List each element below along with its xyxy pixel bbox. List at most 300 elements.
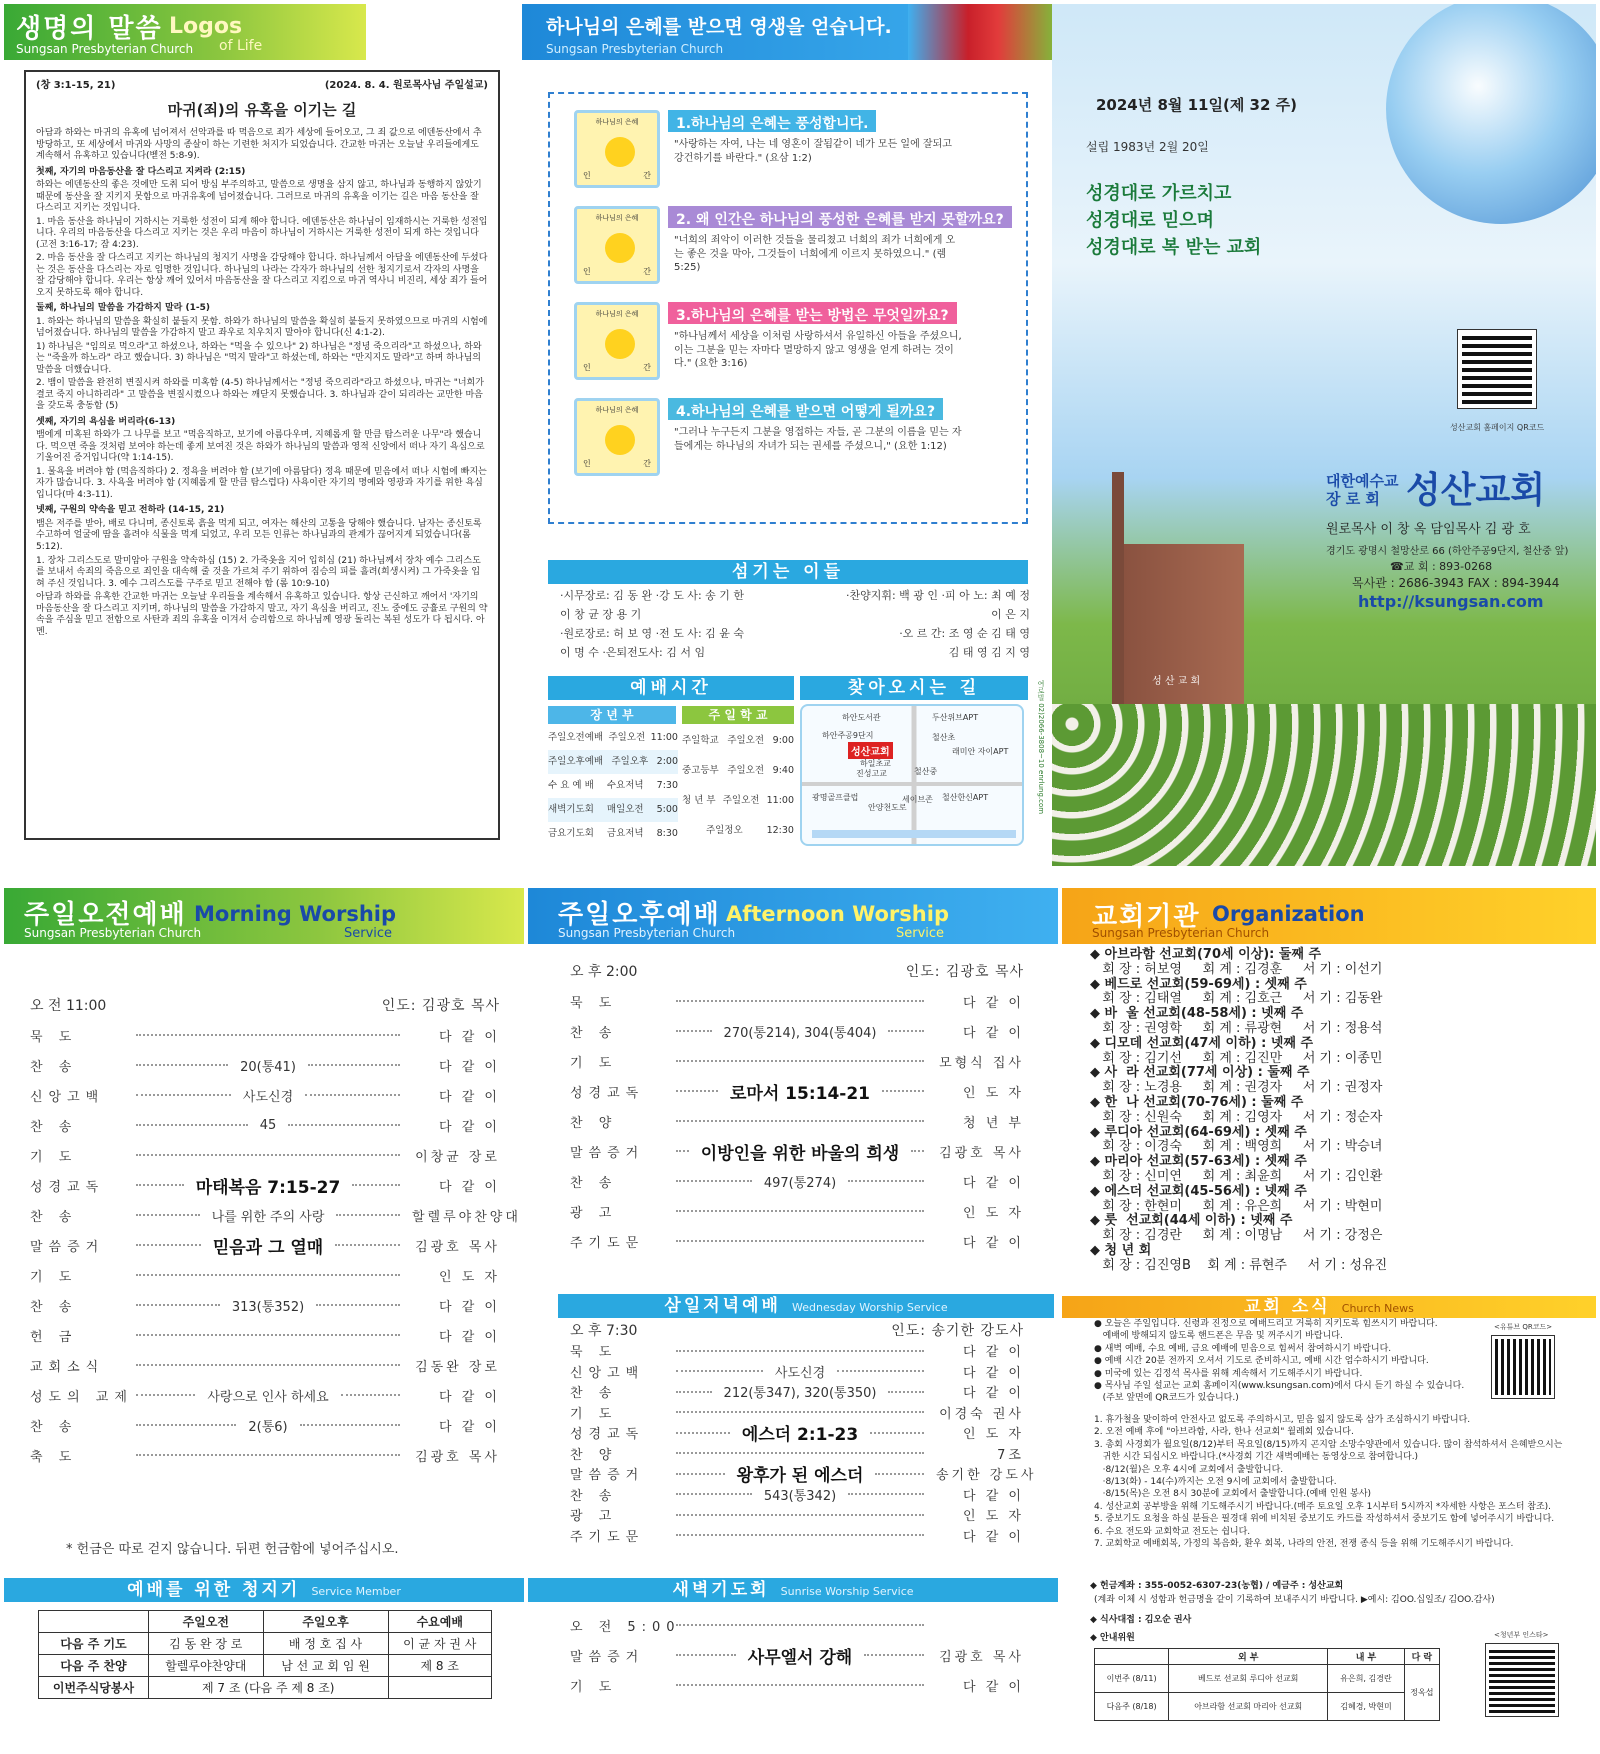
sermon-box xyxy=(24,70,500,840)
leader-dots xyxy=(837,1370,924,1372)
order-middle xyxy=(670,1684,936,1686)
order-label: 찬 송 xyxy=(570,1175,618,1191)
order-content: 270(통214), 304(통404) xyxy=(723,1025,877,1041)
order-row xyxy=(570,1046,1024,1076)
order-responsible: 김광호 목사 xyxy=(939,1649,1024,1665)
order-label: 말씀증거 xyxy=(570,1649,645,1665)
order-middle xyxy=(670,1120,936,1122)
sermon-paragraph: 1. 장차 그리스도로 말미암아 구원을 약속하심 (15) 2. 가죽옷을 지어 입히심 (21) 하나님께서 장차 예수 그리스도를 보내서 속죄의 죽음으로 죄인을 대속해 줄 것을 가르쳐 주기 위하여 짐승의 피를 흘려(희생시켜) 그 가죽옷을 입혀 주신 것입니다. 3. 예수 그리스도를 구주로 믿고 전해야 함 (롬 10:9-10) xyxy=(36,555,481,589)
order-responsible: 인 도 자 xyxy=(963,1085,1024,1101)
order-header-row xyxy=(570,1320,1024,1341)
order-middle xyxy=(670,1079,936,1104)
church-building xyxy=(1112,472,1124,712)
order-middle xyxy=(130,1296,412,1315)
order-middle xyxy=(670,1000,936,1002)
sermon-paragraph: 하와는 에덴동산의 좋은 것에만 도취 되어 방심 부주의하고, 말씀으로 생명을 삼지 않고, 하나님과 동행하지 않았기 때문에 동산을 잘 지키지 못함으로 마귀유혹에 넘어졌습니다. 그러므로 마귀의 유혹을 이기는 길은 마음 동산을 잘 다스리고 지키는 것입니다. xyxy=(36,180,482,214)
leader-dots xyxy=(136,1184,184,1186)
order-middle xyxy=(670,1382,936,1401)
leader-dots xyxy=(676,1473,725,1475)
person-icon xyxy=(605,329,635,359)
time-cell: 11:00 xyxy=(766,795,794,806)
leader-dots xyxy=(136,1454,400,1456)
banner-title: 하나님의 은혜를 받으면 영생을 얻습니다. xyxy=(546,16,892,38)
dawn-order xyxy=(570,1610,1024,1720)
order-label: 찬 양 xyxy=(570,1115,618,1131)
order-content: 20(통41) xyxy=(240,1059,296,1075)
news-bullets xyxy=(1094,1318,1474,1405)
order-responsible: 다 같 이 xyxy=(963,1679,1024,1695)
order-row xyxy=(570,1382,1024,1403)
helpers-cell: 이 균 자 권 사 xyxy=(388,1633,492,1655)
leader-dots xyxy=(676,1452,924,1454)
leader-dots xyxy=(136,1364,400,1366)
helpers-row-label: 이번주식당봉사 xyxy=(39,1677,149,1699)
helpers-col-header: 주일오전 xyxy=(149,1611,264,1633)
afternoon-en: Afternoon Worship xyxy=(726,902,949,926)
logos-sub: of Life xyxy=(219,38,263,54)
time-cell: 주일학교 xyxy=(682,735,719,746)
manse-phone: 목사관 : 2686-3943 FAX : 894-3944 xyxy=(1352,576,1560,590)
grace-step xyxy=(574,110,952,188)
times-bar: 예배시간 xyxy=(548,676,794,700)
org-list xyxy=(1090,948,1590,1278)
cover-date: 2024년 8월 11일(제 32 주) xyxy=(1096,96,1297,114)
order-row xyxy=(30,1380,500,1410)
grace-icon-right: 간 xyxy=(643,459,651,468)
map-bar: 찾아오시는 길 xyxy=(800,676,1028,700)
time-cell: 주일오전 xyxy=(727,765,765,776)
denom-line2: 장 로 회 xyxy=(1326,490,1380,508)
org-church: Sungsan Presbyterian Church xyxy=(1092,926,1270,940)
org-group: ◆ 베드로 선교회(59-69세) : 셋째 주 xyxy=(1090,976,1307,992)
leader-dots xyxy=(888,1030,924,1032)
org-group: ◆ 한 나 선교회(70-76세) : 둘째 주 xyxy=(1090,1094,1304,1110)
order-row xyxy=(30,1170,500,1200)
guide-col-header: 내 부 xyxy=(1328,1649,1404,1665)
org-group: ◆ 바 울 선교회(48-58세) : 넷째 주 xyxy=(1090,1006,1304,1022)
news-items xyxy=(1094,1414,1594,1550)
server-line: 김 태 영 김 지 영 xyxy=(948,646,1030,659)
map-label: 안양천도로 xyxy=(868,803,907,812)
order-row xyxy=(30,1290,500,1320)
leader-dots xyxy=(341,1394,400,1396)
order-responsible: 다 같 이 xyxy=(963,1529,1024,1545)
guide-cell: 베드로 선교회 루디아 선교회 xyxy=(1169,1665,1328,1693)
time-cell: 주일오후 xyxy=(611,756,649,767)
time-cell: 8:30 xyxy=(656,828,678,839)
order-row xyxy=(570,1484,1024,1505)
grace-steps-box xyxy=(548,92,1028,524)
org-group: ◆ 룻 선교회(44세 이하) : 넷째 주 xyxy=(1090,1213,1293,1229)
org-group: ◆ 디모데 선교회(47세 이하) : 넷째 주 xyxy=(1090,1035,1314,1051)
org-officers: 회 장 : 이경숙 회 계 : 백영희 서 기 : 박승녀 xyxy=(1090,1139,1383,1155)
time-row xyxy=(548,774,678,798)
order-content: 497(통274) xyxy=(763,1175,837,1191)
server-line: 이 창 균 장 용 기 xyxy=(560,608,642,621)
leader-dots xyxy=(676,1684,924,1686)
order-row xyxy=(30,1050,500,1080)
order-responsible: 다 같 이 xyxy=(439,1089,500,1105)
order-label: 기 도 xyxy=(570,1055,618,1071)
sermon-paragraph: 1. 하와는 하나님의 말씀을 확실히 붙들지 못함. 하와가 하나님의 말씀을 확실히 붙들지 못하였으므로 마귀의 시험에 넘어졌습니다. 하나님의 말씀을 가감하지 말고 좌우로 치우치지 말아야 합니다(신 4:1-2). xyxy=(36,316,488,339)
guide-col-header: 외 부 xyxy=(1169,1649,1328,1665)
grace-step-text: "그러나 누구든지 그분을 영접하는 자들, 곧 그분의 이름을 믿는 자들에게는 하나님의 자녀가 되는 권세를 주셨으니," (요한 1:12) xyxy=(674,427,962,452)
order-middle xyxy=(670,1060,936,1062)
order-row xyxy=(30,1350,500,1380)
order-middle xyxy=(130,1173,412,1198)
grace-step xyxy=(574,302,962,380)
order-row xyxy=(30,1260,500,1290)
grace-step xyxy=(574,398,962,476)
order-responsible: 김광호 목사 xyxy=(939,1145,1024,1161)
leader-dots xyxy=(676,1411,924,1413)
order-middle xyxy=(130,1334,412,1336)
order-row xyxy=(570,1226,1024,1256)
order-label: 광 고 xyxy=(570,1509,618,1525)
logos-church: Sungsan Presbyterian Church xyxy=(16,42,194,56)
order-leader: 인도: 김광호 목사 xyxy=(381,998,500,1014)
order-content: 313(통352) xyxy=(231,1299,305,1315)
order-middle xyxy=(130,1118,412,1133)
order-responsible: 다 같 이 xyxy=(963,1365,1024,1381)
order-middle xyxy=(130,1086,412,1105)
server-line: ·오 르 간: 조 영 순 김 태 영 xyxy=(899,627,1030,640)
map-label: 하안주공9단지 xyxy=(822,731,874,740)
order-row xyxy=(570,1196,1024,1226)
helpers-cell: 남 선 교 회 임 원 xyxy=(263,1655,388,1677)
order-responsible: 다 같 이 xyxy=(963,1488,1024,1504)
sermon-section-heading: 첫째, 자기의 마음동산을 잘 다스리고 지켜라 (2:15) xyxy=(36,166,246,177)
instagram-qr-code xyxy=(1486,1644,1558,1716)
youtube-qr-caption: <유튜브 QR코드> xyxy=(1494,1323,1553,1331)
order-time: 오 후 2:00 xyxy=(570,964,638,980)
order-label: 성도의 교제 xyxy=(30,1389,133,1405)
leader-dots xyxy=(676,1370,763,1372)
leader-dots xyxy=(888,1391,924,1393)
order-middle xyxy=(670,1452,936,1454)
sermon-section-heading: 둘째, 하나님의 말씀을 가감하지 말라 (1-5) xyxy=(36,303,210,314)
tulip-image xyxy=(908,4,1058,60)
org-officers: 회 장 : 김기선 회 계 : 김진만 서 기 : 이종민 xyxy=(1090,1050,1383,1066)
order-label: 묵 도 xyxy=(570,995,618,1011)
pastors: 원로목사 이 창 옥 담임목사 김 광 호 xyxy=(1326,522,1531,537)
order-responsible: 7조 xyxy=(997,1447,1024,1463)
news-item: ·8/12(월)은 오후 4시에 교회에서 출발합니다. xyxy=(1094,1464,1284,1475)
news-item: 5. 중보기도 요청을 하실 분들은 필경대 위에 비치된 중보기도 카드를 작성하셔서 중보기도 함에 넣어주시기 바랍니다. xyxy=(1094,1514,1555,1525)
org-officers: 회 장 : 허보영 회 계 : 김경훈 서 기 : 이선기 xyxy=(1090,961,1383,977)
motto-line: 성경대로 가르치고 xyxy=(1086,183,1232,204)
helpers-cell: 제 7 조 (다음 주 제 8 조) xyxy=(149,1677,389,1699)
news-item: 6. 수요 전도와 교회학교 전도는 쉽니다. xyxy=(1094,1526,1251,1537)
time-cell: 7:30 xyxy=(656,780,678,791)
leader-dots xyxy=(870,1432,924,1434)
church-name: 성산교회 xyxy=(1406,470,1546,511)
order-label: 찬 송 xyxy=(30,1119,78,1135)
map-label: 세이브존 xyxy=(902,795,933,804)
grace-step xyxy=(574,206,1004,284)
order-time: 오 후 7:30 xyxy=(570,1323,638,1340)
leader-dots xyxy=(676,1180,752,1182)
leader-dots xyxy=(335,1244,400,1246)
order-responsible: 청 년 부 xyxy=(963,1115,1024,1131)
cover-panel xyxy=(1052,4,1596,866)
org-en: Organization xyxy=(1212,902,1365,926)
order-label: 신앙고백 xyxy=(30,1089,105,1105)
order-middle xyxy=(670,1461,936,1486)
org-group: ◆ 에스더 선교회(45-56세) : 넷째 주 xyxy=(1090,1183,1307,1199)
order-responsible: 김동완 장로 xyxy=(415,1359,500,1375)
order-middle xyxy=(130,1416,412,1435)
order-responsible: 이경숙 권사 xyxy=(939,1406,1024,1422)
map-label: 광명골프클럽 xyxy=(812,793,859,802)
order-content: 로마서 15:14-21 xyxy=(730,1083,871,1104)
map-label: 철산중 xyxy=(914,767,938,776)
order-content: 사무엘서 강해 xyxy=(747,1647,853,1668)
afternoon-en2: Service xyxy=(896,926,945,941)
order-content: 사도신경 xyxy=(774,1365,826,1381)
map-side-text: 여로빌 02)2066-3808~10 enrlung.com xyxy=(1037,680,1045,815)
order-responsible: 인 도 자 xyxy=(963,1205,1024,1221)
order-label: 헌 금 xyxy=(30,1329,78,1345)
org-officers: 회 장 : 김진영B 회 계 : 류현주 서 기 : 성유진 xyxy=(1090,1257,1388,1273)
grace-icon-left: 인 xyxy=(583,363,591,372)
sermon-body xyxy=(36,128,488,638)
news-item: 7. 교회학교 예배회복, 가정의 복음화, 환우 회복, 나라의 안전, 전쟁 종식 등을 위해 기도해주시기 바랍니다. xyxy=(1094,1539,1514,1550)
leader-dots xyxy=(676,1350,924,1352)
leader-dots xyxy=(352,1184,400,1186)
order-responsible: 다 같 이 xyxy=(963,995,1024,1011)
helpers-col-header: 주일오후 xyxy=(263,1611,388,1633)
order-label: 찬 송 xyxy=(30,1419,78,1435)
order-middle xyxy=(670,1172,936,1191)
order-row xyxy=(30,1320,500,1350)
wednesday-title: 삼일저녁예배 xyxy=(664,1296,781,1316)
grace-step-text: "너희의 죄악이 이러한 것들을 물리쳤고 너희의 죄가 너희에게 오는 좋은 것을 막아, 그것들이 너희에게 이르지 못하였으니." (렘 5:25) xyxy=(674,235,956,273)
cover-motto xyxy=(1086,180,1261,261)
leader-dots xyxy=(882,1090,924,1092)
church-marker: 성산교회 xyxy=(848,742,893,759)
helpers-cell: 배 정 호 집 사 xyxy=(263,1633,388,1655)
helpers-row-label: 다음 주 기도 xyxy=(39,1633,149,1655)
order-middle xyxy=(670,1139,936,1164)
time-cell: 수요저녁 xyxy=(606,780,644,791)
order-responsible: 다 같 이 xyxy=(439,1119,500,1135)
leader-dots xyxy=(136,1124,248,1126)
order-label: 신앙고백 xyxy=(570,1365,645,1381)
helpers-en: Service Member xyxy=(311,1585,401,1598)
order-responsible: 김광호 목사 xyxy=(415,1449,500,1465)
order-label: 묵 도 xyxy=(570,1345,618,1361)
sheep-field xyxy=(1052,704,1596,866)
grace-step-text: "하나님께서 세상을 이처럼 사랑하셔서 유일하신 아들을 주셨으니, 이는 그분을 믿는 자마다 멸망하지 않고 영생을 얻게 하려는 것이다." (요한 3:16) xyxy=(674,331,962,369)
time-cell: 주일정오 xyxy=(705,825,743,836)
homepage-qr-code xyxy=(1458,330,1536,408)
order-label: 광 고 xyxy=(570,1205,618,1221)
order-responsible: 다 같 이 xyxy=(439,1329,500,1345)
wednesday-en: Wednesday Worship Service xyxy=(792,1301,948,1314)
leader-dots xyxy=(676,1493,752,1495)
person-icon xyxy=(605,233,635,263)
helpers-col-header xyxy=(39,1611,149,1633)
leader-dots xyxy=(676,1624,924,1626)
org-officers: 회 장 : 신원숙 회 계 : 김영자 서 기 : 정순자 xyxy=(1090,1109,1383,1125)
leader-dots xyxy=(136,1064,228,1066)
leader-dots xyxy=(136,1244,201,1246)
youtube-qr-code xyxy=(1492,1336,1554,1398)
grace-step-text: "사랑하는 자여, 나는 네 영혼이 잘됨같이 네가 모든 일에 잘되고 강건하기를 바란다." (요삼 1:2) xyxy=(674,139,952,164)
time-cell: 주일오전 xyxy=(608,732,646,743)
org-officers: 회 장 : 김태열 회 계 : 김호근 서 기 : 김동완 xyxy=(1090,991,1383,1007)
grace-icon-right: 간 xyxy=(643,171,651,180)
dawn-en: Sunrise Worship Service xyxy=(780,1585,914,1598)
leader-dots xyxy=(136,1214,200,1216)
sermon-paragraph: 1) 하나님은 "임의로 먹으라"고 하셨으나, 하와는 "먹을 수 있으나" 2) 하나님은 "정녕 죽으리라"고 하셨으나, 하와는 "죽을까 하노라" 라고 했습니다. 3) 하나님은 "먹지 말라"고 하셨는데, 하와는 "만지지도 말라"고 하며 하나님의 말씀을 더했습니다. xyxy=(36,341,482,375)
time-cell: 매일오전 xyxy=(606,804,644,815)
order-middle xyxy=(670,1240,936,1242)
servers-bar: 섬기는 이들 xyxy=(548,560,1028,584)
guide-col-header xyxy=(1095,1649,1169,1665)
guide-label: ◆ 안내위원 xyxy=(1090,1633,1135,1643)
org-group: ◆ 루디아 선교회(64-69세) : 셋째 주 xyxy=(1090,1124,1307,1140)
order-middle xyxy=(670,1624,936,1626)
leader-dots xyxy=(676,1654,736,1656)
order-middle xyxy=(130,1233,412,1258)
afternoon-title: 주일오후예배 xyxy=(558,900,721,930)
order-middle xyxy=(670,1420,936,1445)
leader-dots xyxy=(136,1304,220,1306)
grace-icon xyxy=(574,398,660,476)
leader-dots xyxy=(136,1154,400,1156)
helpers-cell: 제 8 조 xyxy=(388,1655,492,1677)
grace-banner xyxy=(522,4,1058,60)
order-label: 묵 도 xyxy=(30,1029,78,1045)
order-row xyxy=(570,1640,1024,1670)
sermon-paragraph: 2. 마음 동산을 잘 다스리고 지키는 하나님의 청지기 사명을 감당해야 합니다. 하나님께서 아담을 에덴동산에 두셨다는 것은 동산을 다스리는 자로 임명한 것입니다. 하나님의 나라는 각자가 하나님의 선한 청지기로서 각자의 사명을 잘 감당해야 합니다. 우리는 항상 깨어 있어서 마음동산을 잘 다스리고 지킴으로 마귀 역사니 비진리, 세상 죄가 들어오지 못하도록 해야 합니다. xyxy=(36,253,488,298)
news-item: ·8/13(화) - 14(수)까지는 오전 9시에 교회에서 출발합니다. xyxy=(1094,1477,1337,1488)
leader-dots xyxy=(875,1473,924,1475)
leader-dots xyxy=(136,1334,400,1336)
grace-step-title: 4.하나님의 은혜를 받으면 어떻게 될까요? xyxy=(668,398,943,420)
order-label: 성경교독 xyxy=(570,1085,645,1101)
order-responsible: 다 같 이 xyxy=(963,1025,1024,1041)
helpers-cell xyxy=(388,1677,492,1699)
order-row xyxy=(570,1341,1024,1362)
time-cell: 새벽기도회 xyxy=(548,804,594,815)
order-row xyxy=(30,1020,500,1050)
order-row xyxy=(570,1016,1024,1046)
order-middle xyxy=(130,1206,412,1225)
org-officers: 회 장 : 권영학 회 계 : 류광현 서 기 : 정용석 xyxy=(1090,1020,1383,1036)
order-middle xyxy=(670,1514,936,1516)
order-label: 찬 송 xyxy=(30,1059,78,1075)
order-leader: 인도: 김광호 목사 xyxy=(905,964,1024,980)
guide-col-header: 다 락 xyxy=(1404,1649,1439,1665)
leader-dots xyxy=(848,1493,924,1495)
news-bullet: ● 새벽 예배, 수요 예배, 금요 예배에 믿음으로 힘써서 참여하시기 바랍니다. xyxy=(1094,1343,1392,1354)
helpers-col-header: 수요예배 xyxy=(388,1611,492,1633)
leader-dots xyxy=(308,1064,400,1066)
time-row xyxy=(548,750,678,774)
globe-image xyxy=(1386,4,1596,224)
order-responsible: 다 같 이 xyxy=(439,1179,500,1195)
church-sign: 성 산 교 회 xyxy=(1152,676,1201,687)
helpers-cell: 할렐루야찬양대 xyxy=(149,1655,264,1677)
order-middle xyxy=(130,1274,412,1276)
sermon-paragraph: 뱀은 저주를 받아, 배로 다니며, 종신토록 흙을 먹게 되고, 여자는 해산의 고통을 당해야 했습니다. 남자는 종신토록 수고하여 얼굴에 땀을 흘려야 식물을 먹게 되었고, 우리 모든 인류는 하나님과의 관계가 끊어지게 되었습니다(롬 5:12). xyxy=(36,518,482,552)
leader-dots xyxy=(300,1424,400,1426)
time-cell: 5:00 xyxy=(656,804,678,815)
map-label: 두산위브APT xyxy=(932,713,979,722)
time-cell: 수 요 예 배 xyxy=(548,780,594,791)
server-line: 이 명 수 ·은퇴전도사: 김 서 임 xyxy=(560,646,706,659)
person-icon xyxy=(605,425,635,455)
order-row xyxy=(570,986,1024,1016)
map-label: 철산초 xyxy=(932,733,956,742)
website-link[interactable]: http://ksungsan.com xyxy=(1358,592,1544,611)
leader-dots xyxy=(676,1150,689,1152)
order-content: 사랑으로 인사 하세요 xyxy=(207,1389,329,1405)
morning-en2: Service xyxy=(344,926,393,941)
order-responsible: 다 같 이 xyxy=(439,1389,500,1405)
org-group: ◆ 사 라 선교회(77세 이상) : 둘째 주 xyxy=(1090,1065,1310,1081)
order-responsible: 다 같 이 xyxy=(963,1386,1024,1402)
order-row xyxy=(30,1080,500,1110)
motto-line: 성경대로 복 받는 교회 xyxy=(1086,237,1262,258)
order-label: 찬 송 xyxy=(570,1386,618,1402)
map-label: 래미안 자이APT xyxy=(952,747,1009,756)
news-bullet: ● 목사님 주일 설교는 교회 홈페이지(www.ksungsan.com)에서 다시 듣기 하실 수 있습니다. xyxy=(1094,1381,1465,1392)
order-content: 2(통6) xyxy=(248,1419,288,1435)
helpers-bar xyxy=(4,1578,524,1602)
grace-icon-right: 간 xyxy=(643,363,651,372)
grace-icon-right: 간 xyxy=(643,267,651,276)
times-table xyxy=(548,706,794,846)
sermon-ref: (창 3:1-15, 21) xyxy=(36,80,116,91)
guide-cell: 김혜경, 박현미 xyxy=(1328,1693,1404,1721)
order-middle xyxy=(130,1386,412,1405)
time-row xyxy=(548,798,678,822)
motto-line: 성경대로 믿으며 xyxy=(1086,210,1214,231)
order-content: 마태복음 7:15-27 xyxy=(195,1177,341,1198)
order-middle xyxy=(130,1454,412,1456)
leader-dots xyxy=(136,1034,400,1036)
map-label: 하안도서관 xyxy=(842,713,881,722)
news-item: 3. 총회 사경회가 월요일(8/12)부터 목요일(8/15)까지 곤지암 소망수양관에서 있습니다. 많이 참석하셔서 은혜받으시는 xyxy=(1094,1439,1563,1450)
offering-note-2: (계좌 이체 시 성함과 헌금명을 같이 기록하여 보내주시기 바랍니다. ▶예시: 김OO.십일조/ 김OO.감사) xyxy=(1094,1595,1495,1605)
order-content: 나를 위한 주의 사랑 xyxy=(211,1209,325,1225)
order-content: 왕후가 된 에스더 xyxy=(736,1466,864,1487)
logos-title-en: Logos xyxy=(169,14,243,39)
news-bullet: 예배에 방해되지 않도록 핸드폰은 무음 및 꺼주시기 바랍니다. xyxy=(1094,1331,1343,1342)
banner-sub: Sungsan Presbyterian Church xyxy=(546,42,724,56)
order-row xyxy=(30,1140,500,1170)
order-row xyxy=(570,1361,1024,1382)
order-label: 성경교독 xyxy=(30,1179,105,1195)
helpers-table xyxy=(38,1610,492,1699)
org-officers: 회 장 : 신미연 회 계 : 최윤희 서 기 : 김인환 xyxy=(1090,1168,1383,1184)
news-bullet: ● 예배 시간 20분 전까지 오셔서 기도로 준비하시고, 예배 시간 엄수하시기 바랍니다. xyxy=(1094,1356,1429,1367)
order-row xyxy=(30,1230,500,1260)
map-roads xyxy=(802,706,1024,846)
order-middle xyxy=(670,1210,936,1212)
order-responsible: 김광호 목사 xyxy=(415,1239,500,1255)
order-middle xyxy=(670,1362,936,1381)
order-label: 주기도문 xyxy=(570,1235,645,1251)
grace-step-title: 3.하나님의 은혜를 받는 방법은 무엇일까요? xyxy=(668,302,957,324)
adult-header: 장 년 부 xyxy=(548,706,676,724)
cover-founded: 설립 1983년 2월 20일 xyxy=(1086,140,1209,154)
grace-icon xyxy=(574,206,660,284)
